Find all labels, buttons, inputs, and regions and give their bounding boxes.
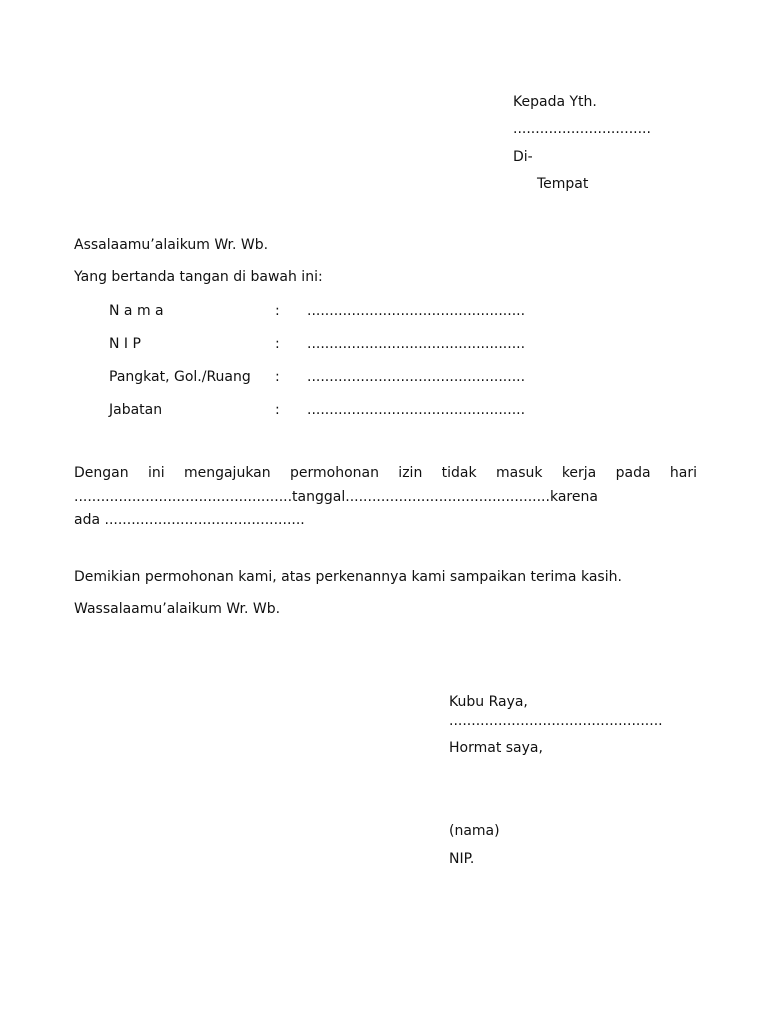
field-label: Jabatan xyxy=(109,402,163,418)
request-paragraph xyxy=(74,462,697,533)
greeting: Assalaamu’alaikum Wr. Wb. xyxy=(74,237,269,253)
intro-text: Yang bertanda tangan di bawah ini: xyxy=(74,269,323,285)
field-value-blank: ................................................. xyxy=(307,402,526,418)
field-colon: : xyxy=(275,336,280,352)
field-label: N a m a xyxy=(109,303,164,319)
signature-nip: NIP. xyxy=(449,851,475,867)
recipient-title: Kepada Yth. xyxy=(513,94,597,110)
signature-name: (nama) xyxy=(449,823,500,839)
request-line-3: ada ............................................. xyxy=(74,512,305,528)
field-value-blank: ................................................. xyxy=(307,303,526,319)
recipient-di: Di- xyxy=(513,149,533,165)
closing-text: Demikian permohonan kami, atas perkenannya kami sampaikan terima kasih. xyxy=(74,569,622,585)
recipient-name-blank: ............................... xyxy=(513,121,651,137)
request-line-1: Dengan ini mengajukan permohonan izin tidak masuk kerja pada hari xyxy=(74,465,697,481)
signature-date-blank: ................................................ xyxy=(449,713,663,729)
field-label: N I P xyxy=(109,336,141,352)
field-colon: : xyxy=(275,369,280,385)
recipient-place: Tempat xyxy=(537,176,589,192)
field-value-blank: ................................................. xyxy=(307,369,526,385)
farewell: Wassalaamu’alaikum Wr. Wb. xyxy=(74,601,281,617)
field-colon: : xyxy=(275,303,280,319)
signature-regards: Hormat saya, xyxy=(449,740,543,756)
signature-place: Kubu Raya, xyxy=(449,694,528,710)
field-value-blank: ................................................. xyxy=(307,336,526,352)
request-line-2: .................................................tanggal..............................................karena xyxy=(74,488,598,505)
field-label: Pangkat, Gol./Ruang xyxy=(109,369,251,385)
field-colon: : xyxy=(275,402,280,418)
